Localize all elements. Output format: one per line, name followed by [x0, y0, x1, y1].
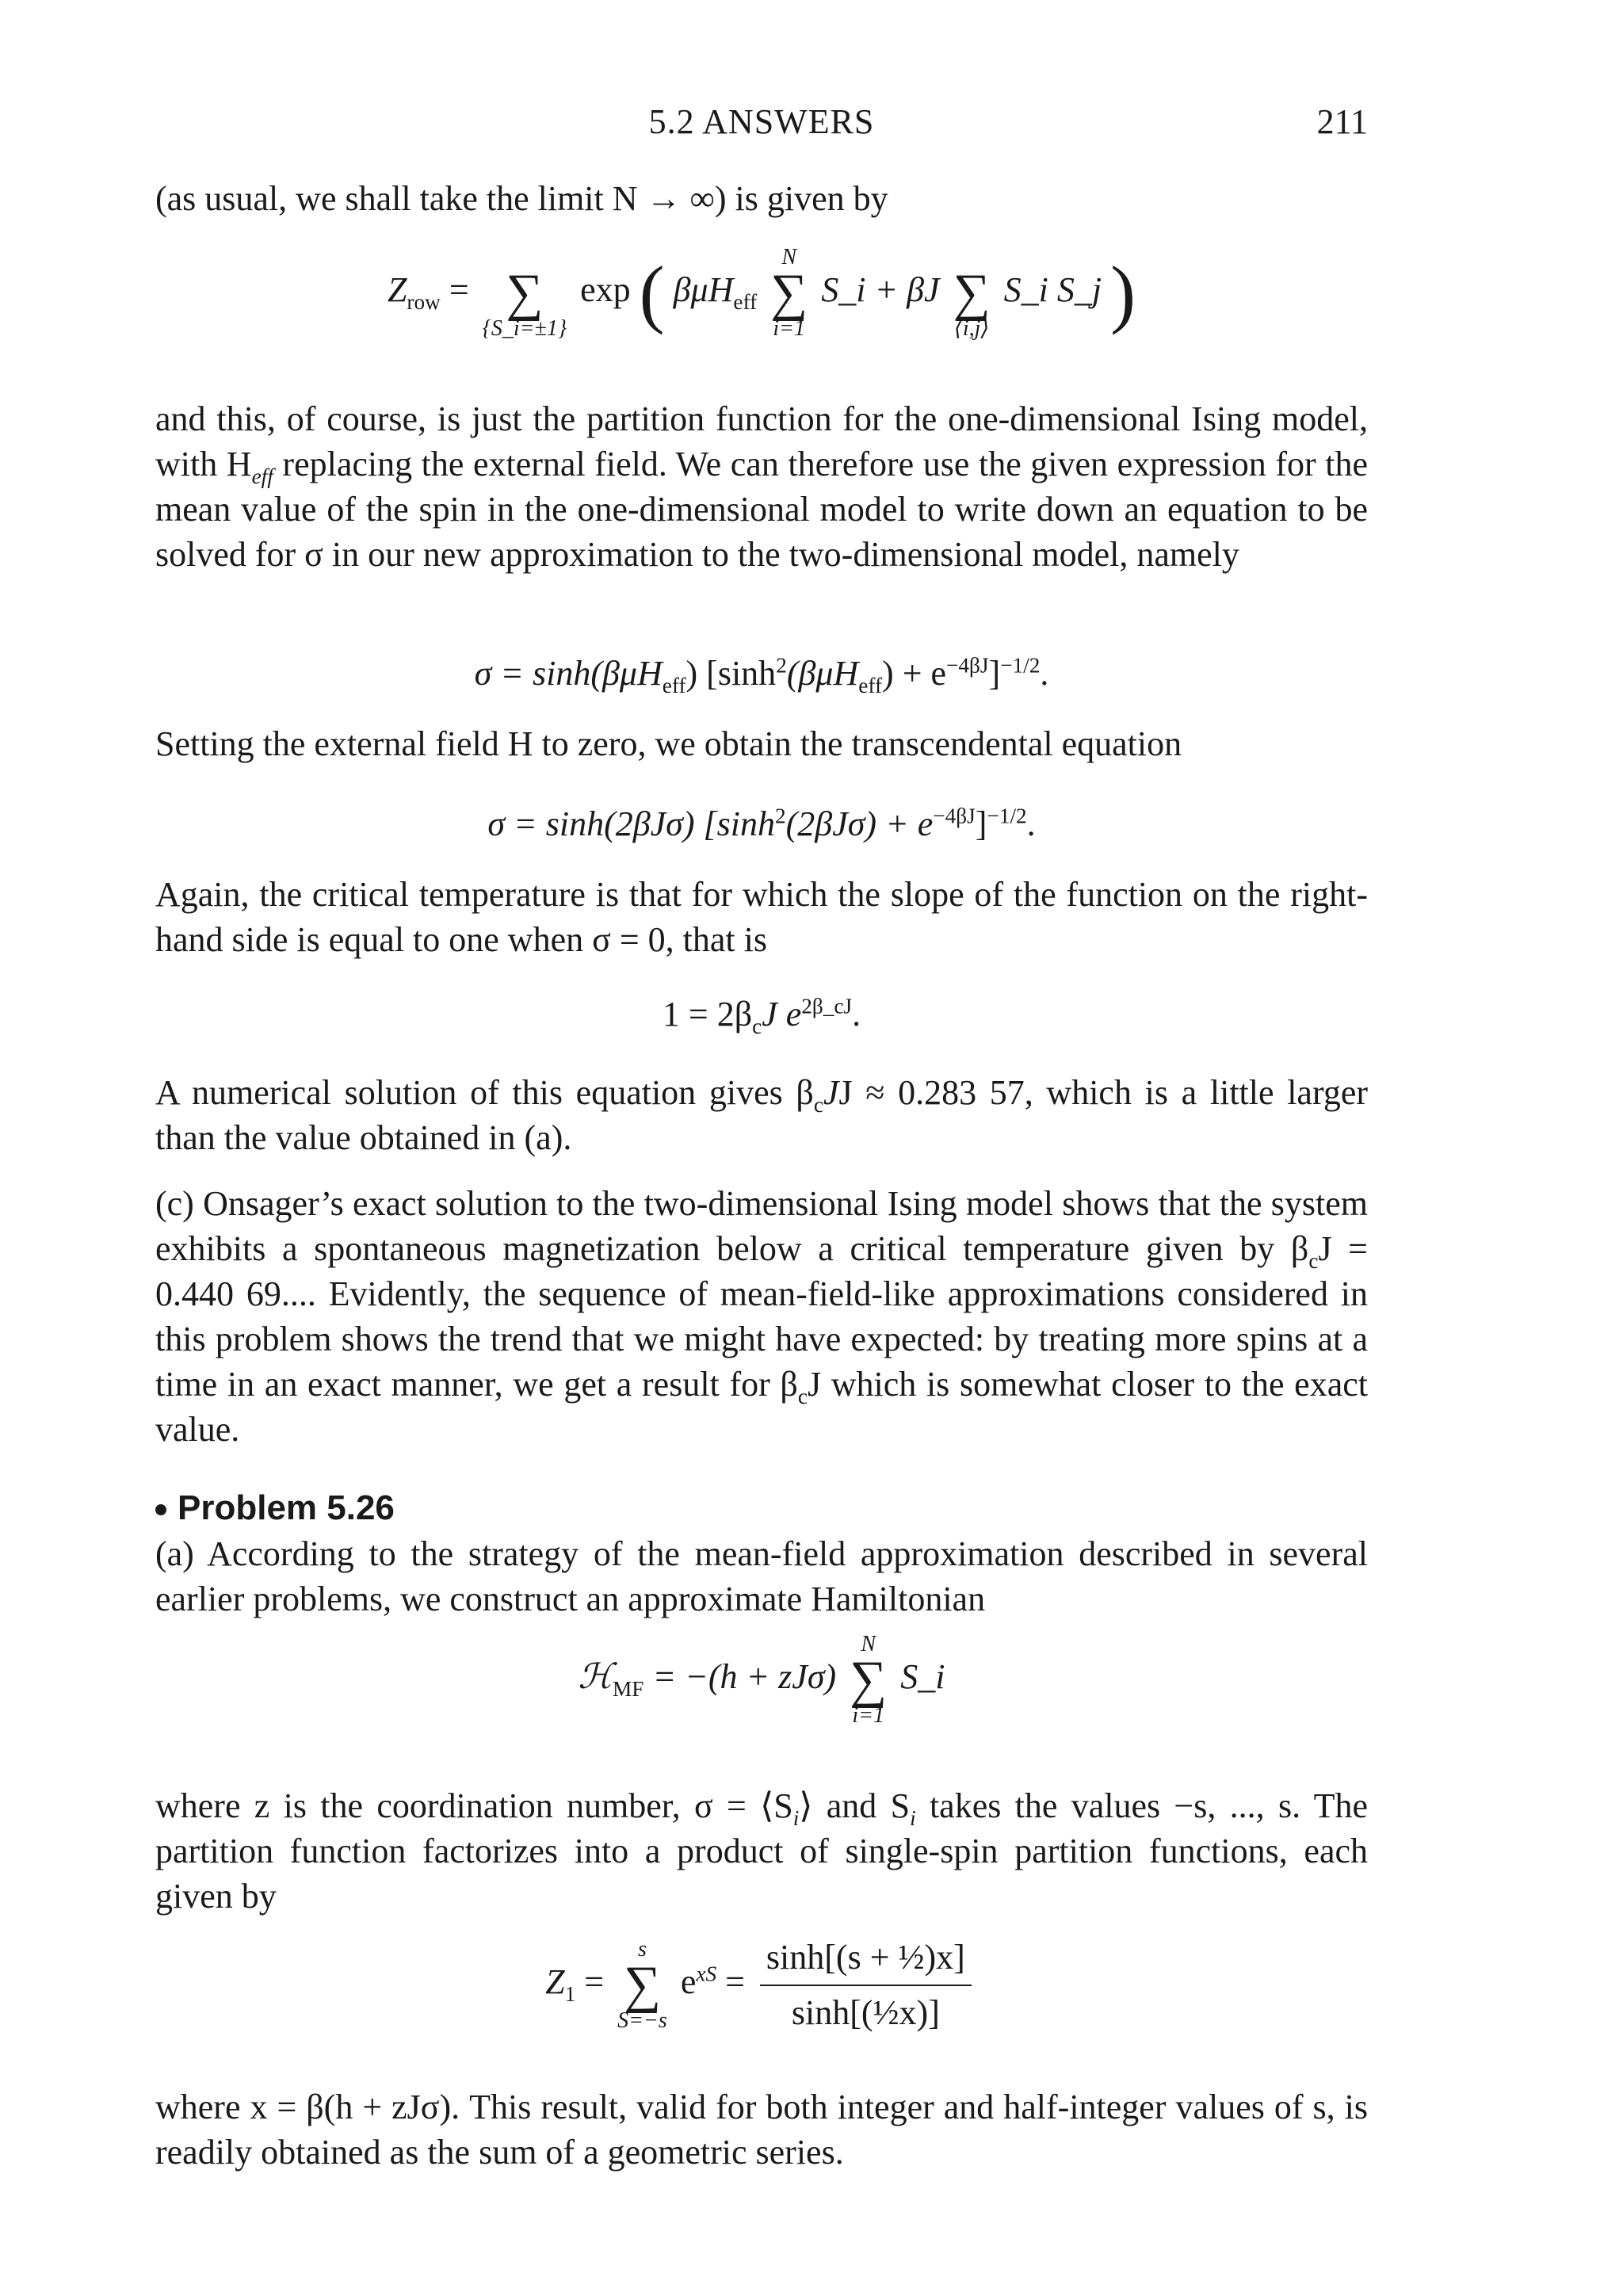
equation-z-row: $Z_{row}$ = ∑ {S_i=±1} exp ( βμH$_{eff}$ N ∑ i=1 S_i + βJ ∑ ⟨i,j⟩ S_i S_j ): [387, 245, 1136, 341]
paragraph-mean-field: (a) According to the strategy of the mean-field approximation described in several earlier problems, we construct an approximate Hamiltonian: [155, 1534, 1368, 1618]
fraction: $\frac{\text{sinh[(s + ½)x]}}{\text{sinh[(½x)]}}$: [760, 1934, 972, 2037]
bullet-icon: [155, 1504, 166, 1515]
paragraph-intro: (as usual, we shall take the limit N → ∞) is given by: [155, 179, 888, 218]
section-title: 5.2 ANSWERS: [648, 102, 875, 141]
page-number: 211: [1316, 102, 1368, 141]
sum-operator: N ∑ i=1: [770, 245, 808, 341]
paragraph-numerical: A numerical solution of this equation gives $\beta_cJJ \approx 0.283$ 57, which is a little larger than the value obtained in (a).: [155, 1073, 1369, 1157]
equation-critical: $1 = 2\beta_cJ$ $e^{2\beta\_cJ}$.: [662, 994, 861, 1038]
sum-operator: ∑ ⟨i,j⟩: [953, 264, 991, 341]
paragraph-critical-temp: Again, the critical temperature is that for which the slope of the function on the right-hand side is equal to one when σ = 0, that is: [155, 875, 1368, 959]
running-head: [155, 101, 1368, 149]
equation-transcendental: σ = sinh(2βJσ) $[\sinh^2(2\beta J\sigma) + e^{-4\beta J}]^{-1/2}$.: [487, 804, 1036, 843]
paragraph-setting: Setting the external field H to zero, we obtain the transcendental equation: [155, 724, 1182, 763]
paragraph-geometric: where x = β(h + zJσ). This result, valid for both integer and half-integer values of s, is readily obtained as the sum of a geometric series.: [155, 2088, 1368, 2172]
equation-hamiltonian: ℋ$_{MF}$ = −(h + zJσ) N ∑ i=1 S_i: [578, 1632, 945, 1728]
sum-operator: N ∑ i=1: [850, 1632, 888, 1728]
sum-operator: ∑ {S_i=±1}: [482, 264, 567, 341]
equation-sigma-heff: σ = sinh(βμH$_{eff}$) $[\sinh^2(\beta\mu H_{eff}) + e^{-4\beta J}]^{-1/2}$.: [474, 653, 1049, 697]
paragraph-onsager: (c) Onsager’s exact solution to the two-dimensional Ising model shows that the system exhibits a spontaneous magnetization below a critical temperature given by $\beta_cJ = 0.440$ 69.... Evidently, the sequence of mean-field-like approximations considered in this problem shows the trend that we might have expected: by treating more spins at a time in an exact manner, we get a result for $\beta_cJ$ which is somewhat closer to the exact value.: [155, 1184, 1369, 1449]
paragraph-coordination: where z is the coordination number, $\sigma = ⟨S_i⟩$ and $S_i$ takes the values −s, ..., s. The partition function factorizes into a product of single-spin partition functions, each given by: [155, 1786, 1368, 1916]
problem-heading: Problem 5.26: [155, 1488, 395, 1528]
equation-z1: $Z_1$ = s ∑ S=−s $e^{xS}$ = $\frac{\text{sinh[(s + ½)x]}}{\text{sinh[(½x)]}}$: [155, 1934, 1368, 2037]
paragraph-partition: and this, of course, is just the partition function for the one-dimensional Ising model, with $H_{eff}$ replacing the external field. We can therefore use the given expression for the mean value of the spin in the one-dimensional model to write down an equation to be solved for σ in our new approximation to the two-dimensional model, namely: [155, 399, 1369, 574]
sum-operator: s ∑ S=−s: [617, 1937, 667, 2033]
